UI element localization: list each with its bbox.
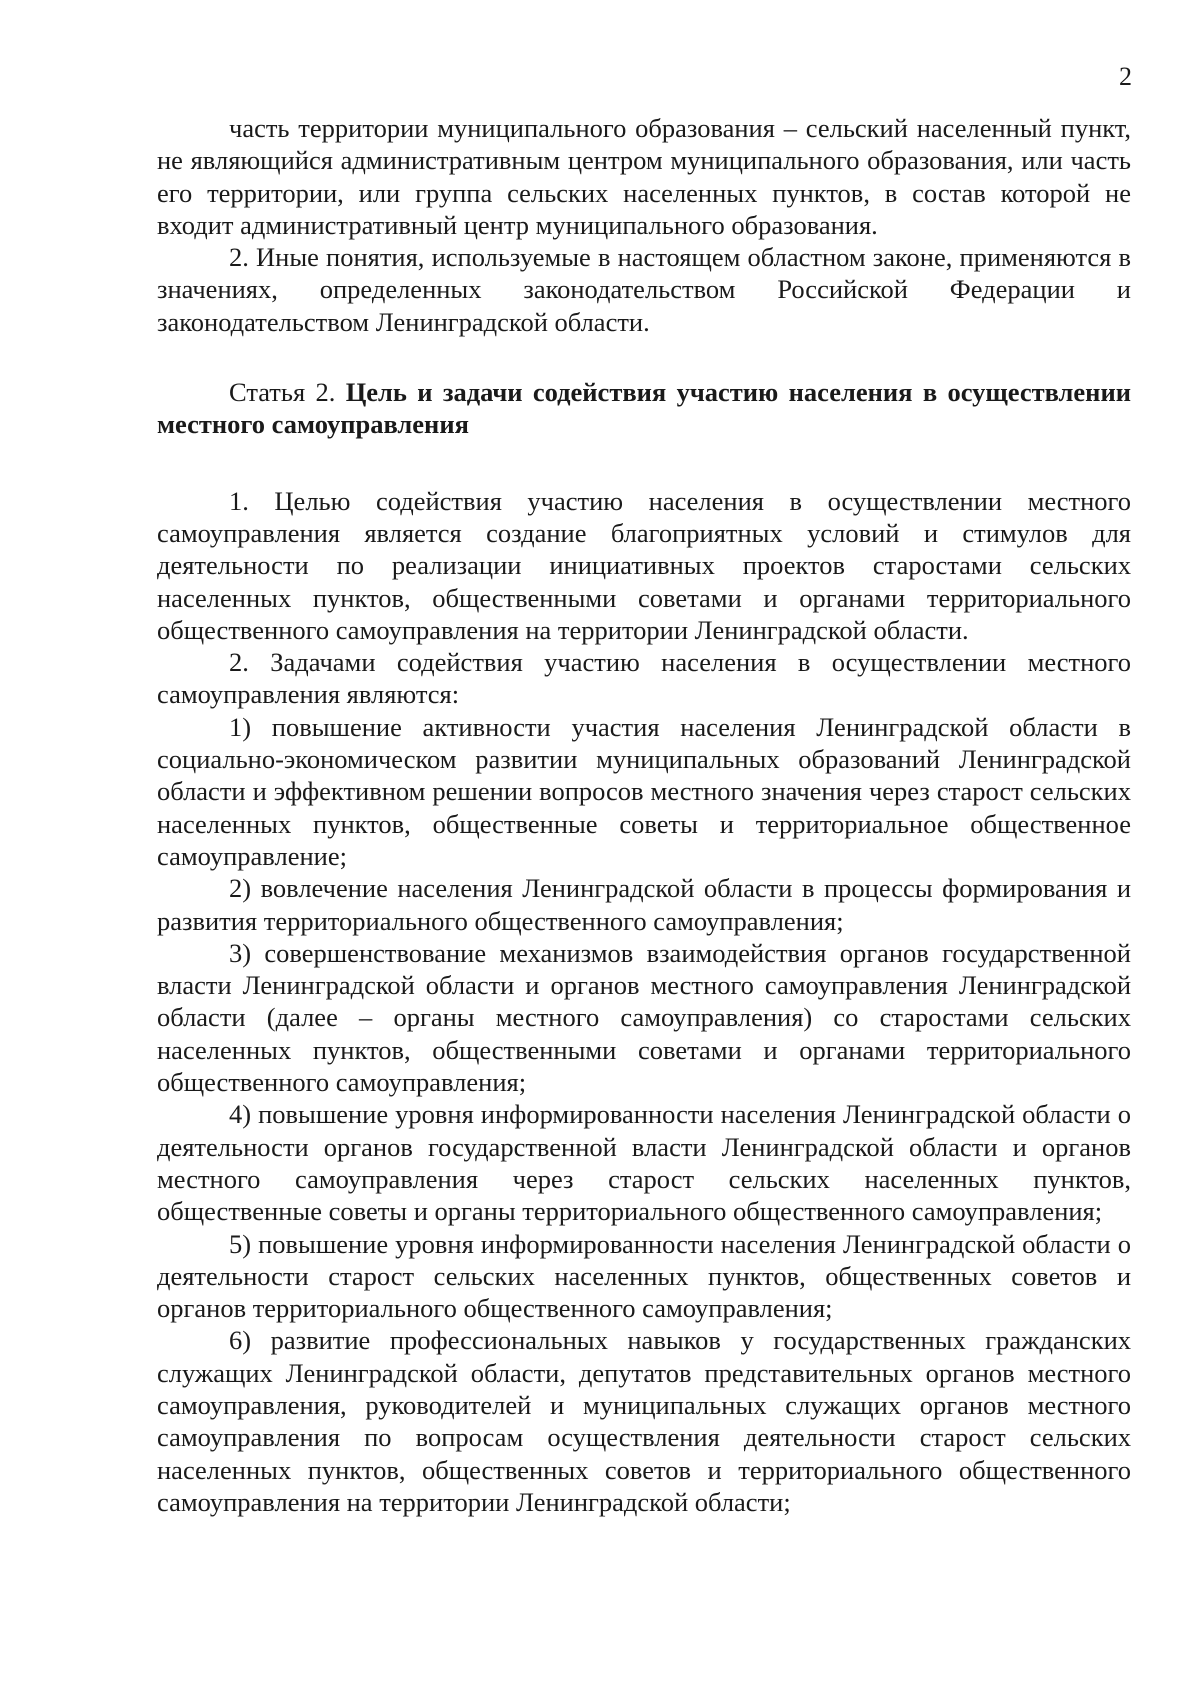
- article-heading: [157, 376, 1131, 441]
- task-item-1: 1) повышение активности участия населения Ленинградской области в социально-экономическом развитии муниципальных образований Ленинградской области и эффективном решении вопросов местного значения через старост сельских населенных пунктов, общественные советы и территориальное общественное самоуправление;: [157, 711, 1131, 871]
- intro-continuation: часть территории муниципального образования – сельский населенный пункт, не являющийся административным центром муниципального образования, или часть его территории, или группа сельских населенных пунктов, в состав которой не входит административный центр муниципального образования.: [157, 113, 1131, 240]
- document-body: [157, 112, 1131, 1518]
- page-number: 2: [1119, 62, 1132, 91]
- article-paragraph-tasks: 2. Задачами содействия участию населения в осуществлении местного самоуправления являются:: [157, 647, 1131, 710]
- task-item-3: 3) совершенствование механизмов взаимодействия органов государственной власти Ленинградской области и органов местного самоуправления Ленинградской области (далее – органы местного самоуправления) со старостами сельских населенных пунктов, общественными советами и органами территориального общественного самоуправления;: [157, 937, 1131, 1098]
- article-prefix: Статья 2.: [229, 377, 336, 408]
- task-item-2: 2) вовлечение населения Ленинградской области в процессы формирования и развития территориального общественного самоуправления;: [157, 873, 1131, 936]
- task-item-6: 6) развитие профессиональных навыков у государственных гражданских служащих Ленинградской области, депутатов представительных органов местного самоуправления, руководителей и муниципальных служащих органов местного самоуправления по вопросам осуществления деятельности старост сельских населенных пунктов, общественных советов и территориального общественного самоуправления на территории Ленинградской области;: [157, 1325, 1131, 1517]
- article-paragraph-goal: 1. Целью содействия участию населения в осуществлении местного самоуправления является создание благоприятных условий и стимулов для деятельности по реализации инициативных проектов старостами сельских населенных пунктов, общественными советами и органами территориального общественного самоуправления на территории Ленинградской области.: [157, 485, 1131, 645]
- task-item-4: 4) повышение уровня информированности населения Ленинградской области о деятельности органов государственной власти Ленинградской области и органов местного самоуправления через старост сельских населенных пунктов, общественные советы и органы территориального общественного самоуправления;: [157, 1099, 1131, 1227]
- task-item-5: 5) повышение уровня информированности населения Ленинградской области о деятельности старост сельских населенных пунктов, общественных советов и органов территориального общественного самоуправления;: [157, 1228, 1131, 1324]
- article-title: Цель и задачи содействия участию населения в осуществлении местного самоуправления: [157, 377, 1131, 440]
- intro-item-2: 2. Иные понятия, используемые в настоящем областном законе, применяются в значениях, определенных законодательством Российской Федерации и законодательством Ленинградской области.: [157, 242, 1131, 337]
